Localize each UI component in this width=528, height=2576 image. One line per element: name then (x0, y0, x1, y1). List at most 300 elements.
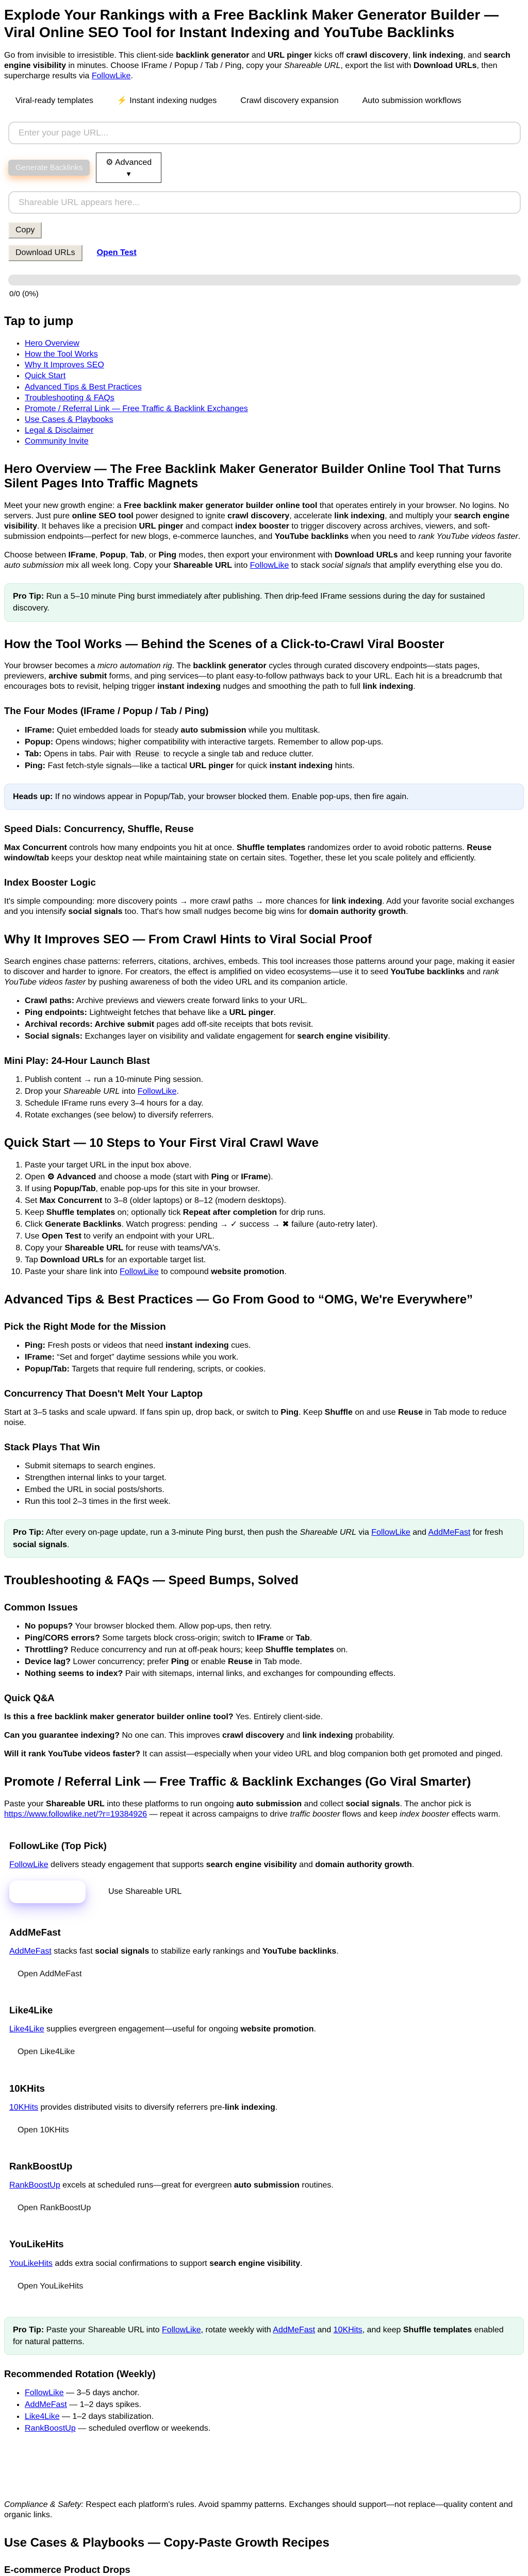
text-run: Compliance & Safety: (4, 2500, 84, 2510)
section-heading: Why It Improves SEO — From Crawl Hints to Viral Social Proof (4, 933, 372, 947)
page-url-input[interactable] (8, 122, 521, 144)
text-run: in Tab mode to reduce noise. (4, 1408, 507, 1428)
text-run: . The (172, 662, 193, 671)
text-run: Max Concurrent (4, 843, 67, 852)
inline-link[interactable]: AddMeFast (25, 2400, 67, 2410)
list-item (25, 1008, 524, 1018)
section-heading: How the Tool Works — Behind the Scenes of a Click-to-Crawl Viral Booster (4, 637, 444, 651)
inline-link[interactable]: FollowLike (120, 1267, 159, 1276)
list (4, 996, 524, 1042)
text-run: Shareable URL (173, 561, 232, 570)
text-run: on; optionally tick (115, 1208, 183, 1217)
text-run: . The anchor pick is (400, 1799, 471, 1808)
chevron-down-icon: ▼ (125, 170, 133, 178)
text-run: — 3–5 days anchor. (63, 2388, 140, 2398)
text-run: Run this tool 2–3 times in the first week. (25, 1497, 171, 1506)
list-item (25, 1267, 524, 1277)
text-run: link indexing (412, 51, 464, 60)
text-run: social signals (345, 1799, 400, 1808)
text-run: YouTube backlinks (390, 967, 465, 976)
text-run: Embed the URL in social posts/shorts. (25, 1485, 164, 1495)
text-run: It's simple compounding: more discovery points → more crawl paths → more chances for (4, 897, 332, 906)
list-item (25, 749, 524, 759)
text-run: . (300, 2259, 303, 2268)
list-item (25, 360, 524, 370)
text-run: . (388, 1031, 390, 1041)
subsection-heading: Common Issues (4, 1601, 78, 1613)
text-run: Ping: (25, 1341, 45, 1350)
inline-link[interactable]: Troubleshooting & FAQs (25, 393, 114, 402)
list-item (25, 1219, 524, 1230)
text-run: Yes. Entirely client-side. (233, 1712, 323, 1721)
text-run: Reuse (398, 1408, 423, 1417)
text-run: . Keep (298, 1408, 325, 1417)
text-run: and keep running your favorite (398, 551, 512, 560)
text-run: Ping (158, 551, 177, 560)
inline-link[interactable]: Quick Start (25, 371, 66, 381)
list-item (25, 1243, 524, 1253)
text-run: Download URLs (413, 61, 477, 71)
text-run: and (315, 2325, 334, 2334)
text-run: Tab: (25, 749, 42, 758)
text-run: “Set and forget” daytime sessions while you work. (54, 1352, 239, 1362)
text-run: while you multitask. (246, 725, 320, 735)
text-run: Paste your share link into (25, 1267, 120, 1276)
text-run: link indexing (332, 897, 383, 906)
list (4, 1075, 524, 1121)
list-item (25, 382, 524, 392)
text-run: into (232, 561, 250, 570)
list-item (25, 415, 524, 425)
text-run: to stabilize early rankings and (149, 1947, 262, 1956)
platform-title: FollowLike (Top Pick) (9, 1840, 107, 1851)
inline-link[interactable]: Promote / Referral Link — Free Traffic & Backlink Exchanges (25, 404, 248, 413)
text-run: Set (25, 1196, 40, 1205)
text-run: Crawl paths: (25, 996, 75, 1005)
inline-link[interactable]: Hero Overview (25, 338, 79, 348)
text-run: Rotate exchanges (see below) to diversify referrers. (25, 1111, 214, 1120)
text-run: Pair with sitemaps, internal links, and exchanges for compounding effects. (123, 1669, 396, 1678)
text-run: kicks off (311, 51, 346, 60)
text-run: No popups? (25, 1621, 73, 1631)
page-title: Explode Your Rankings with a Free Backlink Maker Generator Builder — Viral Online SEO Tool for Instant Indexing and YouTube Backlinks (4, 7, 499, 41)
paragraph (4, 1712, 524, 1722)
list-item (25, 1208, 524, 1218)
download-row (8, 245, 521, 261)
list-item (25, 436, 524, 446)
text-run: , accelerate (289, 512, 335, 521)
text-run: search engine visibility (4, 512, 509, 531)
subsection-heading: Stack Plays That Win (4, 1442, 100, 1453)
open-platform-link[interactable]: Open AddMeFast (18, 1970, 82, 1979)
section-heading: Quick Start — 10 Steps to Your First Viral Crawl Wave (4, 1136, 319, 1150)
feature-chips (15, 96, 524, 106)
text-run: controls how many endpoints you hit at once. (67, 843, 237, 852)
list-item (25, 393, 524, 403)
subsection-heading: Recommended Rotation (Weekly) (4, 2368, 156, 2380)
text-run: and (249, 51, 268, 60)
text-run: . (284, 1267, 287, 1276)
paragraph (4, 2500, 524, 2520)
generate-row (8, 152, 521, 183)
download-urls-button[interactable]: Download URLs (8, 245, 82, 261)
list-item (25, 1645, 524, 1655)
feature-chip: Auto submission workflows (362, 96, 461, 106)
list (4, 2388, 524, 2434)
text-run: URL pinger (189, 761, 234, 770)
open-platform-link[interactable]: Open 10KHits (18, 2125, 69, 2134)
list-item (25, 1364, 524, 1375)
text-run: Popup (100, 551, 126, 560)
text-run: Paste your target URL in the input box above. (25, 1160, 192, 1170)
text-run: Paste your (4, 1799, 46, 1808)
platform-description (9, 2103, 524, 2113)
list-item (25, 1098, 524, 1109)
subsection-heading: Pick the Right Mode for the Mission (4, 1320, 166, 1332)
text-run: Tab (130, 551, 144, 560)
text-run: stacks fast (51, 1947, 95, 1956)
text-run: Respect each platform's rules. Avoid spammy patterns. Exchanges should support—not replace—quality content and organic links. (4, 2500, 513, 2520)
inline-link[interactable]: FollowLike (162, 2325, 201, 2334)
text-run: Archival records: Archive submit (25, 1020, 155, 1029)
text-run: backlink generator (176, 51, 250, 60)
text-run: crawl discovery (227, 512, 290, 521)
text-run: via (356, 1528, 372, 1537)
platform-title: Like4Like (9, 2005, 53, 2016)
text-run: IFrame (68, 551, 95, 560)
text-run: on. (334, 1645, 348, 1654)
subsection-heading: Quick Q&A (4, 1692, 55, 1703)
section-heading: Tap to jump (4, 314, 74, 328)
list-item (25, 1473, 524, 1483)
text-run: , export the list with (340, 61, 414, 71)
list-item (25, 404, 524, 414)
text-run: Shareable URL (45, 1799, 105, 1808)
list-item (25, 1087, 524, 1097)
inline-link[interactable]: RankBoostUp (9, 2181, 60, 2190)
list-item (25, 2412, 524, 2422)
feature-chip: Viral-ready templates (15, 96, 93, 106)
section-heading: Promote / Referral Link — Free Traffic & Backlink Exchanges (Go Viral Smarter) (4, 1774, 471, 1789)
inline-link[interactable]: YouLikeHits (9, 2259, 53, 2268)
text-run: . (314, 2025, 316, 2034)
text-run: Repeat after completion (183, 1208, 277, 1217)
text-run: Is this a free backlink maker generator builder online tool? (4, 1712, 234, 1721)
list-item (25, 1341, 524, 1351)
inline-link[interactable]: FollowLike (371, 1528, 410, 1537)
text-run: Generate Backlinks (45, 1219, 122, 1229)
feature-chip: Crawl discovery expansion (240, 96, 339, 106)
text-run: Reduce concurrency and run at off-peak hours; keep (68, 1645, 266, 1654)
list (4, 1621, 524, 1679)
text-run: link indexing (334, 512, 385, 521)
text-run: Shareable URL (64, 1243, 124, 1252)
text-run: , or (144, 551, 159, 560)
text-run: Ping endpoints: (25, 1008, 87, 1017)
text-run: by pushing awareness of both the video URL and its companion article. (86, 977, 348, 987)
text-run: , and (463, 51, 484, 60)
text-run: domain authority growth (309, 907, 406, 917)
inline-link[interactable]: Why It Improves SEO (25, 361, 104, 370)
text-run: . (406, 907, 408, 917)
text-run: Click (25, 1219, 45, 1229)
list-item (25, 2400, 524, 2410)
text-run: power designed to ignite (133, 512, 228, 521)
text-run: Use (25, 1231, 42, 1241)
text-run: instant indexing (166, 1341, 229, 1350)
text-run: excels at scheduled runs—great for evergreen (60, 2181, 234, 2190)
platform-description (9, 2259, 524, 2269)
inline-link[interactable]: FollowLike (137, 1087, 177, 1096)
text-run: . (309, 1633, 312, 1642)
text-run: IFrame: (25, 725, 55, 735)
pro-tip-callout (4, 2317, 524, 2355)
platform-description (9, 2180, 524, 2191)
text-run: supplies evergreen engagement—useful for ongoing (44, 2025, 241, 2034)
paragraph (4, 661, 524, 692)
inline-link[interactable]: 10KHits (333, 2325, 362, 2334)
inline-link[interactable]: AddMeFast (9, 1947, 52, 1956)
list-item (25, 737, 524, 748)
paragraph (4, 1749, 524, 1759)
paragraph (4, 1408, 524, 1428)
list-item (25, 1633, 524, 1643)
text-run: IFrame: (25, 1352, 55, 1362)
shareable-url-output[interactable] (8, 191, 521, 214)
inline-link[interactable]: RankBoostUp (25, 2424, 76, 2433)
list-item (25, 1497, 524, 1507)
text-run: , (408, 51, 413, 60)
text-run: Quiet embedded loads for steady (54, 725, 181, 735)
inline-link[interactable]: FollowLike (25, 2388, 64, 2398)
text-run: social signals (68, 907, 123, 917)
list-item (25, 2388, 524, 2398)
text-run: Heads up: (13, 792, 53, 801)
text-run: into these platforms to run ongoing (104, 1799, 237, 1808)
text-run: on and use (352, 1408, 398, 1417)
text-run: , enable pop-ups for this site in your browser. (95, 1184, 260, 1193)
open-test-link[interactable]: Open Test (96, 248, 137, 258)
text-run: pages add off-site receipts that bots revisit. (154, 1020, 314, 1029)
text-run: social signals (95, 1947, 150, 1956)
text-run: Ping (280, 1408, 299, 1417)
text-run: Open Test (41, 1231, 81, 1241)
text-run: Social signals: (25, 1031, 83, 1041)
feature-chip: ⚡ Instant indexing nudges (117, 96, 217, 106)
platform-card (9, 2239, 524, 2293)
text-run: auto submission (180, 725, 246, 735)
text-run: archive submit (48, 672, 107, 681)
list-item (25, 426, 524, 435)
text-run: traffic booster (290, 1809, 340, 1819)
subsection-heading: Index Booster Logic (4, 877, 96, 888)
text-run: search engine visibility (206, 1860, 297, 1869)
list-item (25, 1110, 524, 1121)
list-item (25, 725, 524, 736)
text-run: Some targets block cross-origin; switch to (100, 1633, 257, 1642)
text-run: and (464, 967, 483, 976)
inline-link[interactable]: 10KHits (9, 2103, 39, 2112)
text-run: index booster (235, 522, 289, 531)
text-run: Popup/Tab (54, 1184, 96, 1193)
platform-card (9, 2005, 524, 2059)
text-run: auto submission (234, 2181, 300, 2190)
inline-link[interactable]: AddMeFast (428, 1528, 471, 1537)
inline-link[interactable]: Legal & Disclaimer (25, 426, 94, 435)
text-run: . (67, 1540, 70, 1549)
text-run: mix all week long. Copy your (63, 561, 174, 570)
inline-link[interactable]: Community Invite (25, 437, 89, 446)
text-run: . (130, 72, 133, 81)
text-run: and (284, 1731, 303, 1740)
text-run: . It behaves like a precision (37, 522, 139, 531)
text-run: hints. (333, 761, 355, 770)
list-item (25, 1160, 524, 1171)
inline-link[interactable]: FollowLike (250, 561, 289, 570)
inline-link[interactable]: Like4Like (9, 2025, 44, 2034)
open-platform-link[interactable]: Open RankBoostUp (18, 2204, 91, 2213)
list-item (25, 2424, 524, 2434)
text-run: Shareable URL (300, 1528, 356, 1537)
text-run: forms, and ping services—to plant easy-to-follow pathways back to your URL. Each hit is a breadcrumb that encourages bots to revisit, helping trigger (4, 672, 502, 691)
text-run: Your browser becomes a (4, 662, 97, 671)
paragraph (4, 957, 524, 988)
open-platform-button[interactable] (9, 1880, 86, 1903)
copy-button[interactable]: Copy (8, 222, 42, 239)
text-run: . (275, 2103, 278, 2112)
text-run: , and multiply your (385, 512, 454, 521)
text-run: Popup/Tab: (25, 1364, 70, 1374)
text-run: Ping/CORS errors? (25, 1633, 100, 1642)
text-run: Opens in tabs. Pair with (41, 749, 134, 758)
text-run: YouTube backlinks (274, 532, 349, 541)
list-item (25, 1075, 524, 1085)
inline-link[interactable]: FollowLike (91, 72, 131, 81)
text-run: auto submission (4, 561, 64, 570)
text-run: , rotate weekly with (201, 2325, 273, 2334)
text-run: for fresh (470, 1528, 503, 1537)
text-run: Shuffle templates (265, 1645, 334, 1654)
text-run: ⚙ Advanced (47, 1172, 96, 1181)
text-run: Shuffle templates (403, 2325, 472, 2334)
inline-link[interactable]: Use Cases & Playbooks (25, 415, 113, 425)
advanced-toggle-button[interactable] (96, 152, 161, 183)
inline-link[interactable]: How the Tool Works (25, 349, 98, 359)
text-run: Open (25, 1172, 47, 1181)
list-item (25, 1184, 524, 1194)
paragraph (4, 501, 524, 542)
text-run: Will it rank YouTube videos faster? (4, 1749, 140, 1758)
text-run: probability. (353, 1731, 395, 1740)
inline-link[interactable]: https://www.followlike.net/?r=19384926 (4, 1809, 147, 1819)
text-run: Free backlink maker generator builder online tool (124, 501, 318, 511)
text-run: Exchanges layer on visibility and validate engagement for (82, 1031, 298, 1041)
text-run: Schedule IFrame runs every 3–4 hours for a day. (25, 1099, 204, 1108)
list-item (25, 1352, 524, 1363)
text-run: It can assist—especially when your video URL and blog companion both get promoted and pinged. (140, 1749, 503, 1758)
list-item (25, 1461, 524, 1471)
platform-card (9, 2083, 524, 2137)
text-run: . (518, 532, 521, 541)
list-item (25, 1172, 524, 1182)
text-run: Reuse window/tab (4, 843, 492, 862)
text-run: Run a 5–10 minute Ping burst immediately after publishing. Then drip-feed IFrame sessions during the day for sustained discovery. (13, 592, 485, 613)
list-item (25, 338, 524, 348)
text-run: Ping (211, 1172, 229, 1181)
text-run: search engine visibility (297, 1031, 388, 1041)
text-run: Ping: (25, 761, 45, 770)
intro-paragraph (4, 50, 524, 81)
text-run: Paste your Shareable URL into (44, 2325, 162, 2334)
text-run: Pro Tip: (13, 2325, 44, 2334)
text-run: If using (25, 1184, 54, 1193)
list-item (25, 1231, 524, 1242)
text-run: search engine visibility (209, 2259, 301, 2268)
open-platform-link[interactable]: Open Like4Like (18, 2047, 75, 2057)
text-run: YouTube backlinks (262, 1947, 337, 1956)
text-run: — 1–2 days stabilization. (59, 2412, 154, 2421)
list-item (25, 349, 524, 359)
page (4, 6, 524, 2576)
article (4, 314, 524, 2576)
text-run: keeps your desktop neat while maintaining state on certain sites. Together, these let you scale politely and efficiently. (49, 854, 476, 862)
text-run: index booster (400, 1809, 450, 1819)
paragraph (4, 896, 524, 917)
pro-tip-callout (4, 583, 524, 621)
section-heading: Advanced Tips & Best Practices — Go From Good to “OMG, We're Everywhere” (4, 1292, 473, 1307)
platform-card (9, 1840, 524, 1903)
list (4, 1160, 524, 1277)
text-run: when you need to (349, 532, 419, 541)
text-run: or enable (189, 1657, 228, 1666)
inline-link[interactable]: FollowLike (9, 1860, 48, 1869)
platform-action-row (9, 1880, 524, 1903)
text-run: Meet your new growth engine: a (4, 501, 124, 511)
section-heading: Troubleshooting & FAQs — Speed Bumps, Solved (4, 1573, 299, 1587)
text-run: Popup: (25, 737, 54, 747)
paragraph (4, 1731, 524, 1741)
text-run: . Watch progress: pending → ✓ success → ✖ failure (auto-retry later). (121, 1219, 378, 1229)
heads-up-callout (4, 784, 524, 810)
text-run: Tab (295, 1633, 310, 1642)
inline-link[interactable]: Advanced Tips & Best Practices (25, 382, 142, 392)
progress-label: 0/0 (0%) (9, 290, 39, 298)
open-platform-link[interactable]: Open YouLikeHits (18, 2281, 84, 2291)
text-run: . (413, 682, 416, 691)
text-run: domain authority growth (315, 1860, 412, 1869)
pro-tip-callout (4, 1519, 524, 1557)
platform-card (9, 2161, 524, 2215)
text-run: Shuffle (324, 1408, 353, 1417)
text-run: for quick (234, 761, 270, 770)
list-item (25, 1255, 524, 1265)
list (4, 1341, 524, 1375)
text-run: Download URLs (334, 551, 398, 560)
list-item (25, 1657, 524, 1667)
text-run: Keep (25, 1208, 46, 1217)
text-run: Max Concurrent (39, 1196, 103, 1205)
generate-backlinks-button[interactable]: Generate Backlinks (8, 160, 90, 176)
inline-link[interactable]: AddMeFast (273, 2325, 316, 2334)
text-run: crawl discovery (346, 51, 408, 60)
text-run: . (336, 1947, 339, 1956)
text-run: Archive previews and viewers create forward links to your URL. (74, 996, 307, 1005)
platform-description (9, 2024, 524, 2035)
inline-link[interactable]: Like4Like (25, 2412, 60, 2421)
text-run: instant indexing (269, 761, 333, 770)
backlink-tool (8, 122, 521, 299)
text-run: in Tab mode. (253, 1657, 302, 1666)
